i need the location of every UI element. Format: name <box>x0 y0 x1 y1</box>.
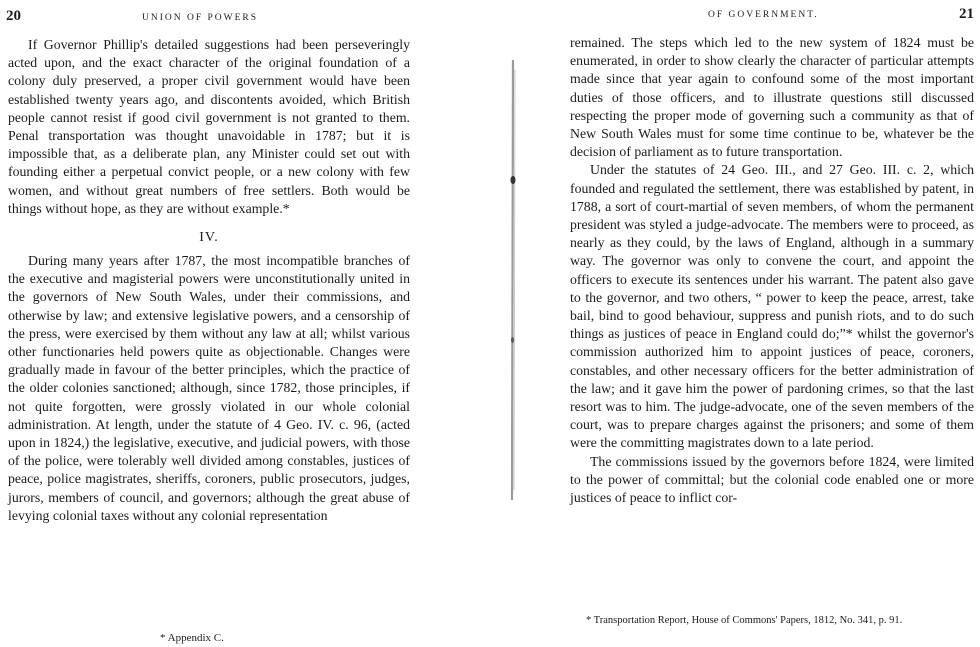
left-page-body <box>0 36 440 525</box>
right-paragraph-2: Under the statutes of 24 Geo. III., and 27 Geo. III. c. 2, which founded and regulated the settlement, there was established by patent, in 1788, a sort of court-martial of seven members, of whom the permanent president was styled a judge-advocate. The members were to proceed, as nearly as they could, by the laws of England, although in a summary way. The governor was only to convene the court, and appoint the officers to execute its sentences under his warrant. The patent also gave to the governor, and two others, “ power to keep the peace, arrest, take bail, bind to good behaviour, suppress and punish riots, and to do such things as justices of peace in England could do;”* whilst the governor's commission authorized him to appoint justices of peace, coroners, constables, and other necessary officers for the better administration of the law; and it gave him the power of pardoning crimes, so that the last resort was to him. The judge-advocate, one of the seven members of the court, was to prepare charges against the prisoners; and some of them were the committing magistrates down to a late period. <box>570 162 974 451</box>
left-paragraph-1: If Governor Phillip's detailed suggestions had been perseveringly acted upon, and the exact character of the original foundation of a colony duly preserved, a proper civil government would have been established twenty years ago, and discontents avoided, which British people cannot resist if good civil government is not granted to them. Penal transportation was thought unavoidable in 1787; but it is impossible that, as a deliberate plan, any Minister could set out with founding either a perpetual convict people, or a new colony with few women, and without great numbers of free settlers. Both would be things without hope, as they are without example.* <box>8 37 410 216</box>
left-page <box>0 0 440 647</box>
left-running-head: UNION OF POWERS <box>142 13 259 23</box>
left-paragraph-2: During many years after 1787, the most incompatible branches of the executive and magisterial powers were unconstitutionally united in the governors of New South Wales, under their commissions, and otherwise by law; and extensive legislative powers, and a censorship of the press, were exercised by them without any law at all; whilst various other functionaries held powers quite as objectionable. Changes were gradually made in favour of the better principles, which the practice of the older colonies sanctioned; although, since 1782, those principles, if not quite forgotten, were grossly violated in our whole colonial administration. At length, under the statute of 4 Geo. IV. c. 96, (acted upon in 1824,) the legislative, executive, and judicial powers, with those of the police, were tolerably well divided among constables, justices of peace, police magistrates, sheriffs, coroners, public prosecutors, judges, jurors, members of council, and governors; although the great abuse of levying colonial taxes without any colonial representation <box>8 253 410 523</box>
right-paragraph-3: The commissions issued by the governors before 1824, were limited to the power of committal; but the colonial code enabled one or more justices of peace to inflict cor- <box>570 453 974 506</box>
right-paragraph-1: remained. The steps which led to the new system of 1824 must be enumerated, in order to show clearly the character of particular attempts made since that year again to confound some of the most important duties of those officers, and to illustrate questions still discussed respecting the proper mode of governing such a community as that of New South Wales must for some time continue to be, whatever be the decision of parliament as to future transportation. <box>570 35 974 160</box>
right-page-header <box>560 6 980 28</box>
left-page-header <box>0 6 440 28</box>
right-page-number: 21 <box>959 6 974 22</box>
section-heading: IV. <box>199 230 219 246</box>
left-page-number: 20 <box>6 8 21 24</box>
right-page <box>560 0 980 647</box>
right-page-body <box>560 34 980 507</box>
right-running-head: OF GOVERNMENT. <box>708 10 819 20</box>
right-footnote: * Transportation Report, House of Commons' Papers, 1812, No. 341, p. 91. <box>586 615 903 626</box>
left-footnote: * Appendix C. <box>160 632 224 644</box>
book-gutter <box>503 60 523 500</box>
